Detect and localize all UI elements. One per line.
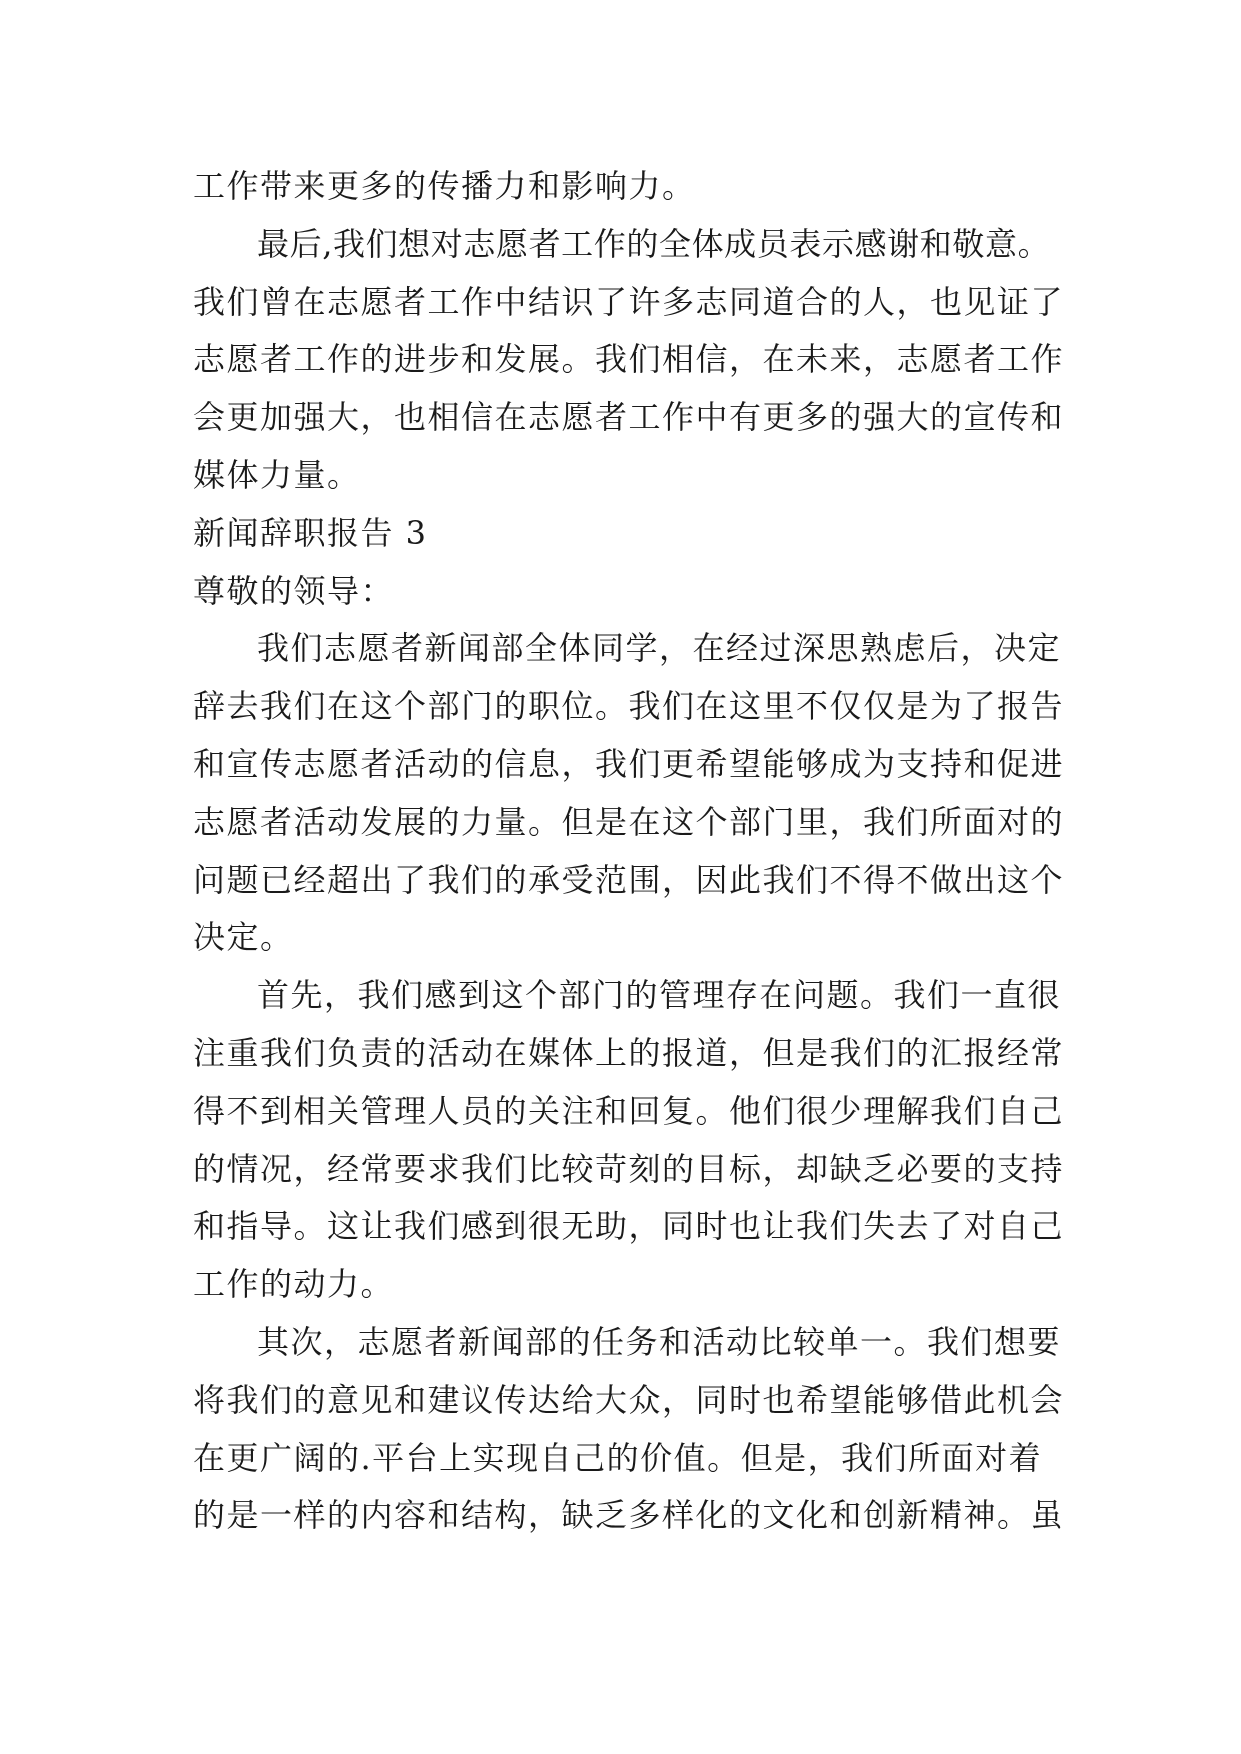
paragraph-line: 工作带来更多的传播力和影响力。	[193, 167, 696, 205]
salutation: 尊敬的领导：	[193, 571, 395, 610]
paragraph-line: 在更广阔的.平台上实现自己的价值。但是，我们所面对着	[193, 1438, 1043, 1477]
paragraph-line: 工作的动力。	[193, 1265, 395, 1304]
paragraph-line: 的是一样的内容和结构，缺乏多样化的文化和创新精神。虽	[193, 1496, 1065, 1535]
paragraph-line: 注重我们负责的活动在媒体上的报道，但是我们的汇报经常	[193, 1033, 1065, 1072]
paragraph-line: 的情况，经常要求我们比较苛刻的目标，却缺乏必要的支持	[193, 1149, 1065, 1188]
paragraph-line: 和指导。这让我们感到很无助，同时也让我们失去了对自己	[193, 1207, 1065, 1246]
paragraph-line: 最后,我们想对志愿者工作的全体成员表示感谢和敬意。	[257, 224, 1051, 263]
paragraph-line: 媒体力量。	[193, 455, 361, 494]
paragraph-line: 志愿者活动发展的力量。但是在这个部门里，我们所面对的	[193, 802, 1065, 841]
paragraph-line: 和宣传志愿者活动的信息，我们更希望能够成为支持和促进	[193, 744, 1065, 783]
paragraph-line: 其次，志愿者新闻部的任务和活动比较单一。我们想要	[257, 1322, 1062, 1361]
paragraph-line: 志愿者工作的进步和发展。我们相信，在未来，志愿者工作	[193, 340, 1065, 379]
paragraph-line: 我们志愿者新闻部全体同学，在经过深思熟虑后，决定	[257, 629, 1062, 668]
paragraph-line: 辞去我们在这个部门的职位。我们在这里不仅仅是为了报告	[193, 687, 1065, 726]
paragraph-line: 会更加强大，也相信在志愿者工作中有更多的强大的宣传和	[193, 398, 1065, 437]
paragraph-line: 我们曾在志愿者工作中结识了许多志同道合的人，也见证了	[193, 282, 1065, 321]
paragraph-line: 得不到相关管理人员的关注和回复。他们很少理解我们自己	[193, 1091, 1065, 1130]
paragraph-line: 决定。	[193, 918, 294, 957]
paragraph-line: 将我们的意见和建议传达给大众，同时也希望能够借此机会	[193, 1380, 1065, 1419]
paragraph-line: 问题已经超出了我们的承受范围，因此我们不得不做出这个	[193, 860, 1065, 899]
section-heading: 新闻辞职报告 3	[193, 513, 428, 552]
document-body	[193, 158, 1073, 1545]
paragraph-line: 首先，我们感到这个部门的管理存在问题。我们一直很	[257, 976, 1062, 1015]
